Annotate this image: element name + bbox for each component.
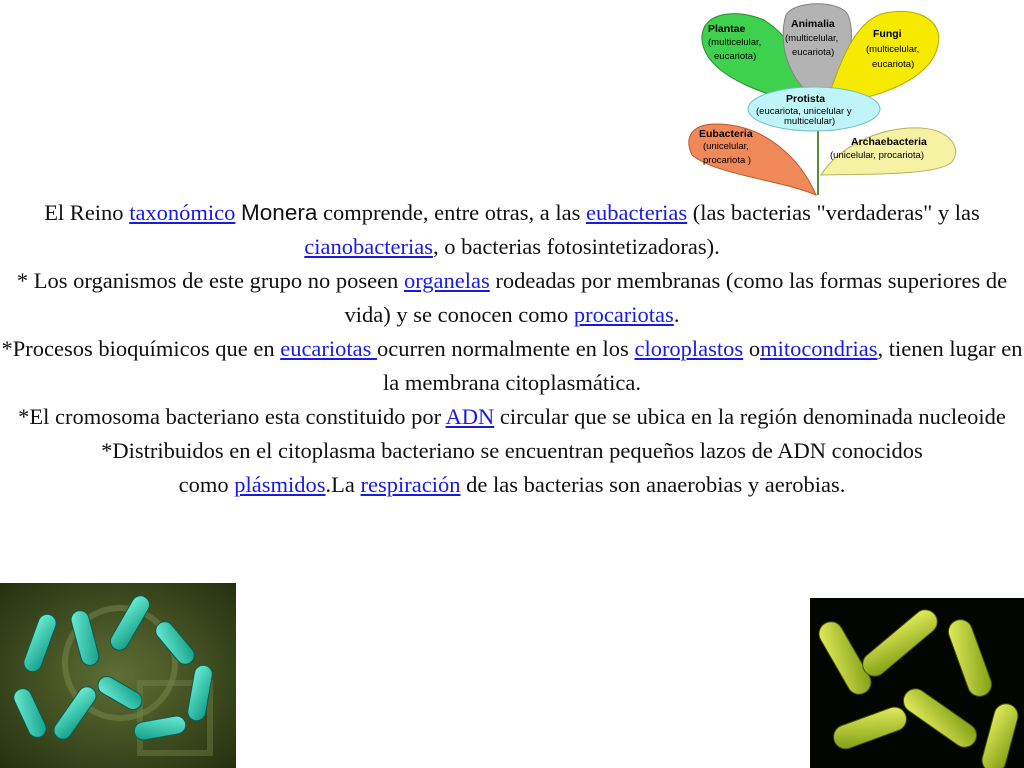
text-span: .La [325, 472, 361, 497]
svg-text:(multicelular,: (multicelular, [785, 33, 839, 44]
text-span: circular que se ubica en la región denominada nucleoide [494, 404, 1006, 429]
svg-text:multicelular): multicelular) [784, 116, 836, 127]
text-span: ocurren normalmente en los [377, 336, 635, 361]
link-plasmidos[interactable]: plásmidos [234, 472, 326, 497]
paragraph-monera [0, 196, 1024, 264]
link-mitocondrias[interactable]: mitocondrias [760, 336, 878, 361]
paragraph-plasmidos-intro [0, 434, 1024, 468]
text-span: de las bacterias son anaerobias y aerobias. [460, 472, 846, 497]
paragraph-respiracion [0, 468, 1024, 502]
text-span: *Procesos bioquímicos que en [1, 336, 281, 361]
paragraph-cromosoma [0, 400, 1024, 434]
green-rod-bacteria-image [810, 598, 1024, 768]
text-span: , tienen lugar en la membrana citoplasmática. [382, 336, 1023, 395]
link-cianobacterias[interactable]: cianobacterias [304, 234, 433, 259]
svg-text:procariota ): procariota ) [703, 155, 752, 166]
text-span: * Los organismos de este grupo no poseen [16, 268, 404, 293]
svg-text:Protista: Protista [786, 93, 826, 105]
text-span: (las bacterias "verdaderas" y las [687, 200, 980, 225]
paragraph-organelas [0, 264, 1024, 332]
text-span: o [743, 336, 761, 361]
link-eucariotas[interactable]: eucariotas [280, 336, 378, 361]
svg-text:(unicelular,: (unicelular, [703, 141, 749, 152]
petal-archaebacteria [821, 128, 956, 175]
svg-text:(eucariota, unicelular y: (eucariota, unicelular y [756, 106, 852, 117]
link-taxonomico[interactable]: taxonómico [129, 200, 236, 225]
svg-text:eucariota): eucariota) [714, 51, 757, 62]
link-organelas[interactable]: organelas [403, 268, 490, 293]
svg-text:Fungi: Fungi [873, 28, 902, 40]
text-span: , o bacterias fotosintetizadoras). [432, 234, 720, 259]
svg-text:(unicelular, procariota): (unicelular, procariota) [830, 150, 924, 161]
link-procariotas[interactable]: procariotas [573, 302, 674, 327]
paragraph-procesos [0, 332, 1024, 400]
text-span: como [178, 472, 235, 497]
link-respiracion[interactable]: respiración [360, 472, 461, 497]
teal-rod-bacteria-image [0, 583, 236, 768]
text-span: comprende, entre otras, a las [317, 200, 586, 225]
petal-protista [748, 87, 880, 131]
svg-text:Eubacteria: Eubacteria [699, 128, 753, 140]
svg-text:eucariota): eucariota) [792, 47, 835, 58]
svg-text:(multicelular,: (multicelular, [708, 37, 762, 48]
text-span: . [673, 302, 680, 327]
text-span: *El cromosoma bacteriano esta constituido por [18, 404, 446, 429]
text-span: *Distribuidos en el citoplasma bacteriano se encuentran pequeños lazos de ADN conocidos [101, 438, 923, 463]
text-span: rodeadas por membranas (como las formas superiores de vida) y se conocen como [344, 268, 1008, 327]
link-eubacterias[interactable]: eubacterias [585, 200, 688, 225]
svg-text:Animalia: Animalia [791, 18, 835, 30]
petal-eubacteria [689, 124, 816, 195]
monera-term: Monera [241, 200, 318, 225]
link-adn[interactable]: ADN [445, 404, 495, 429]
svg-text:Archaebacteria: Archaebacteria [851, 136, 927, 148]
svg-text:(multicelular,: (multicelular, [866, 44, 920, 55]
body-text [0, 196, 1024, 502]
svg-text:eucariota): eucariota) [872, 59, 915, 70]
text-span: El Reino [44, 200, 130, 225]
link-cloroplastos[interactable]: cloroplastos [634, 336, 744, 361]
kingdoms-flower-diagram [686, 0, 966, 200]
svg-text:Plantae: Plantae [708, 23, 746, 35]
